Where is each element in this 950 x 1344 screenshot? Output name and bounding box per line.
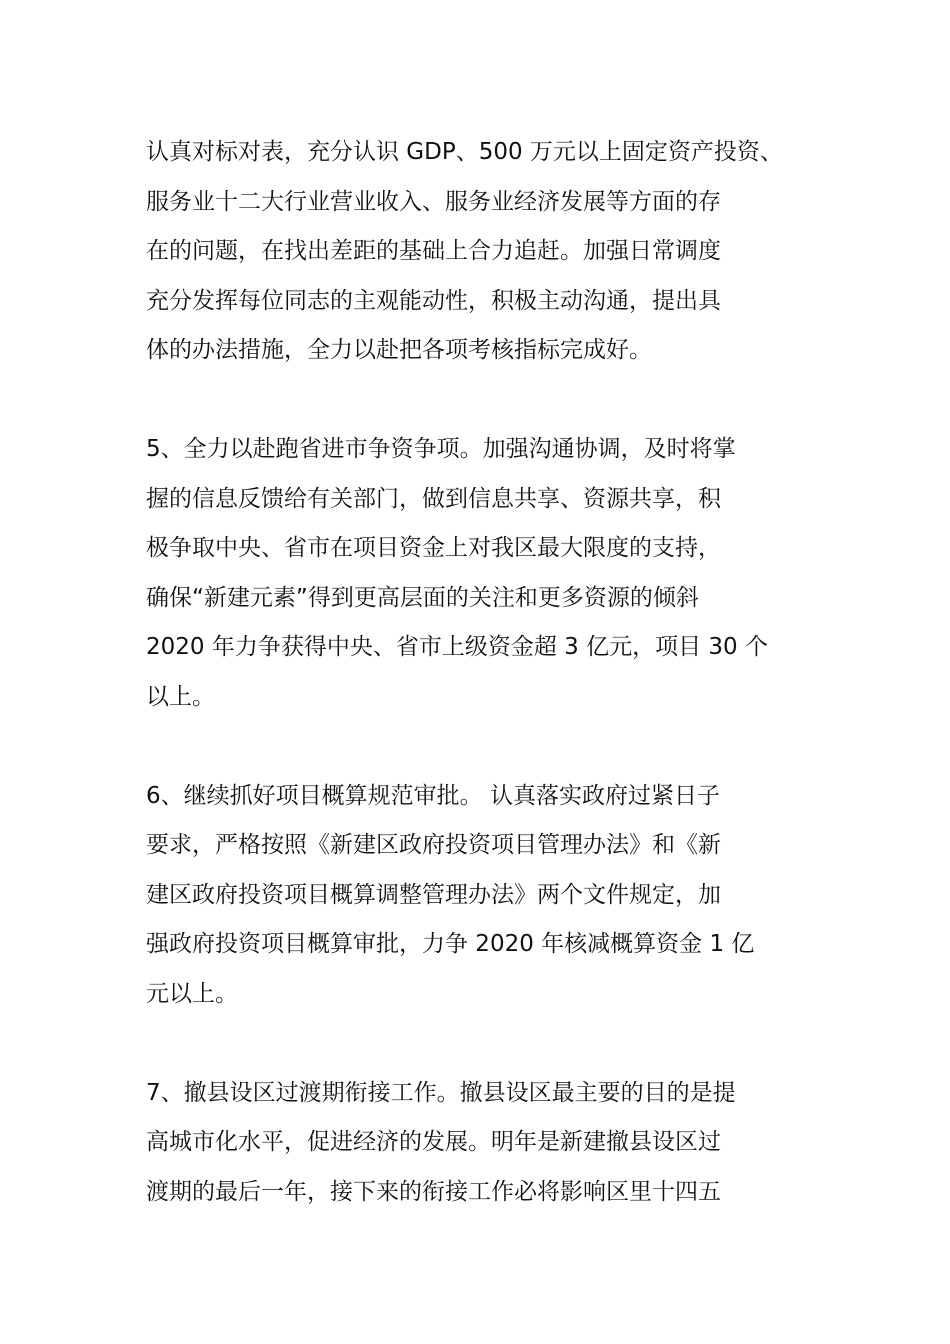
text-line: 7、撤县设区过渡期衔接工作。撤县设区最主要的目的是提	[146, 1079, 736, 1106]
text-line: 要求，严格按照《新建区政府投资项目管理办法》和《新	[146, 832, 721, 858]
text-line: 强政府投资项目概算审批，力争 2020 年核减概算资金 1 亿	[146, 931, 755, 957]
paragraph-item-5-funding	[146, 425, 836, 722]
text-line: 元以上。	[146, 980, 238, 1007]
text-line: 渡期的最后一年，接下来的衔接工作必将影响区里十四五	[146, 1178, 721, 1205]
text-line: 5、全力以赴跑省进市争资争项。加强沟通协调，及时将掌	[146, 436, 736, 462]
text-line: 极争取中央、省市在项目资金上对我区最大限度的支持，	[146, 535, 721, 561]
paragraph-item-6-budget-review	[146, 772, 836, 1020]
text-line: 握的信息反馈给有关部门，做到信息共享、资源共享，积	[146, 485, 721, 512]
paragraph-assessment-indicators	[146, 128, 836, 376]
text-line: 建区政府投资项目概算调整管理办法》两个文件规定，加	[146, 881, 721, 908]
paragraph-item-7-transition	[146, 1069, 836, 1218]
text-line: 在的问题，在找出差距的基础上合力追赶。加强日常调度	[146, 238, 721, 264]
text-line: 以上。	[146, 683, 215, 710]
text-line: 确保“新建元素”得到更高层面的关注和更多资源的倾斜	[146, 584, 699, 611]
document-body	[146, 128, 836, 1267]
text-line: 体的办法措施，全力以赴把各项考核指标完成好。	[146, 337, 652, 363]
text-line: 充分发挥每位同志的主观能动性，积极主动沟通，提出具	[146, 287, 721, 314]
text-line: 6、继续抓好项目概算规范审批。 认真落实政府过紧日子	[146, 782, 720, 809]
text-line: 服务业十二大行业营业收入、服务业经济发展等方面的存	[146, 188, 721, 215]
text-line: 认真对标对表，充分认识 GDP、500 万元以上固定资产投资、	[146, 139, 783, 165]
text-line: 2020 年力争获得中央、省市上级资金超 3 亿元，项目 30 个	[146, 634, 768, 660]
text-line: 高城市化水平，促进经济的发展。明年是新建撤县设区过	[146, 1129, 721, 1155]
